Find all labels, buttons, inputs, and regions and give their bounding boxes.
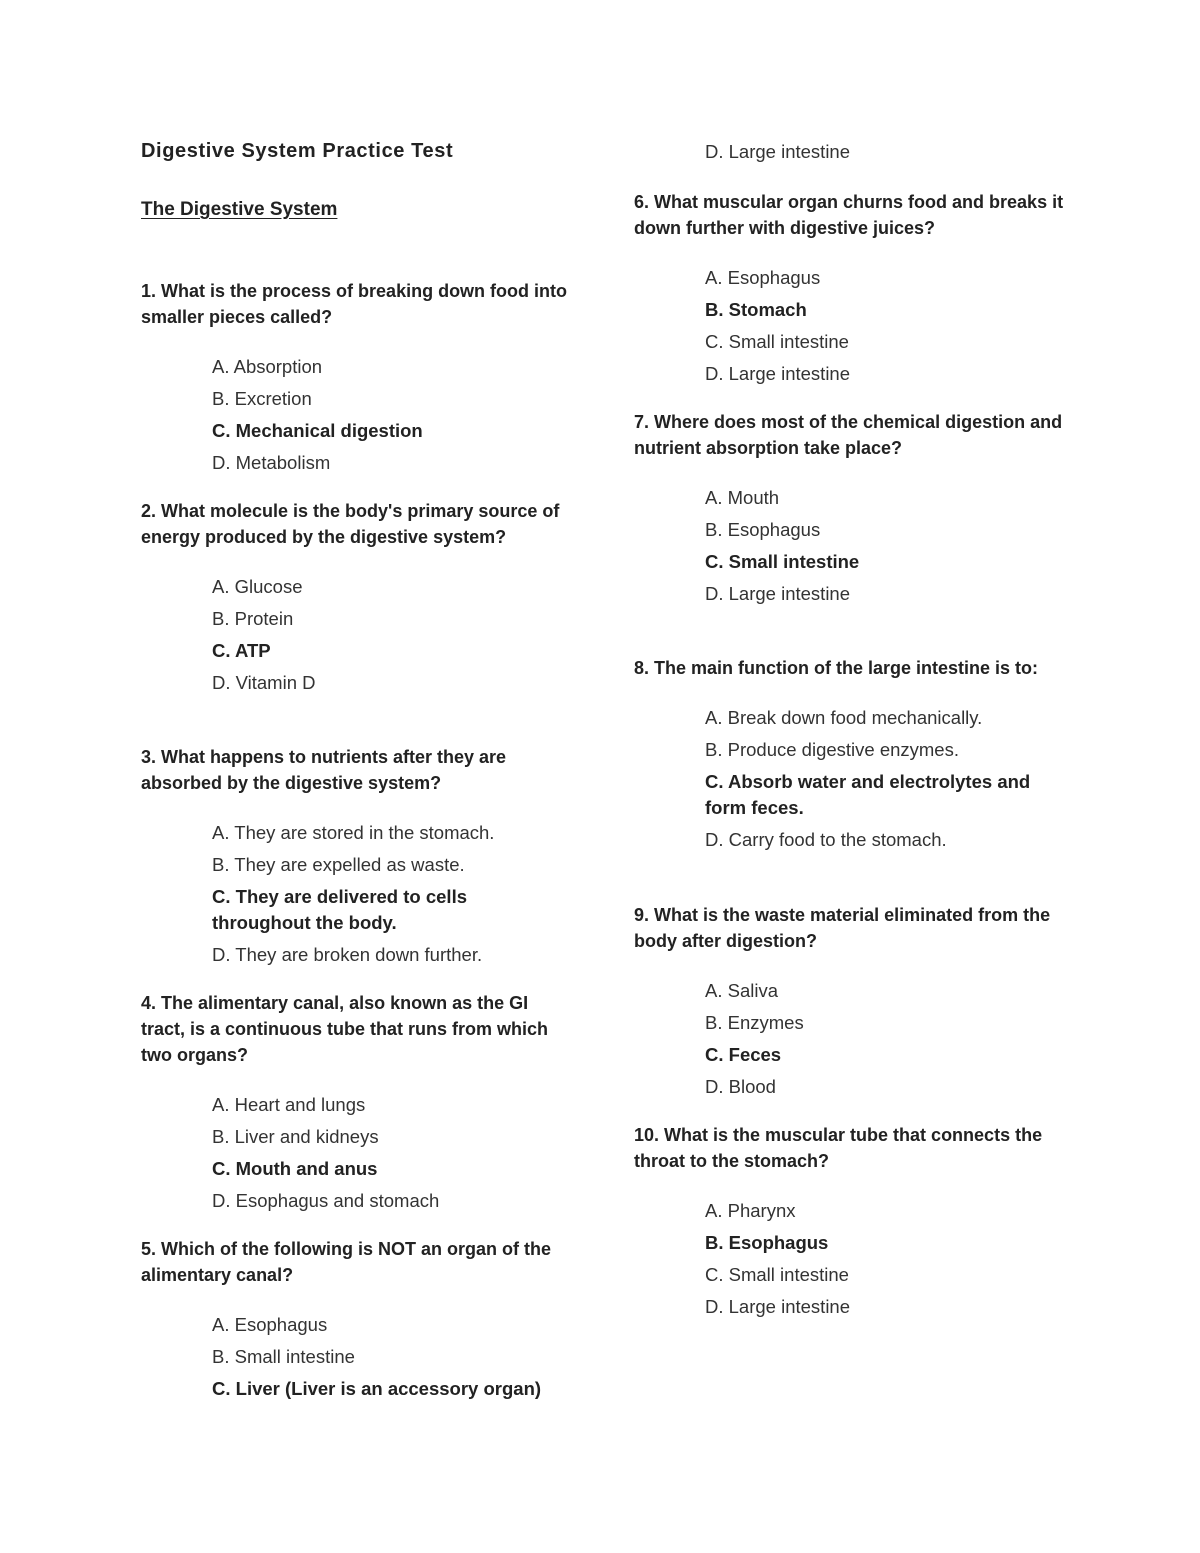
- option-c-correct: C. They are delivered to cells throughout the body.: [212, 886, 467, 933]
- option-c-correct: C. Absorb water and electrolytes and form feces.: [705, 771, 1031, 818]
- option-b: B. Enzymes: [705, 1012, 804, 1033]
- option-a: A. Heart and lungs: [212, 1094, 366, 1115]
- option-b: B. Small intestine: [212, 1346, 355, 1367]
- question-text: 3. What happens to nutrients after they are absorbed by the digestive system?: [141, 747, 507, 793]
- option-b-correct: B. Esophagus: [705, 1232, 829, 1253]
- question-text: 9. What is the waste material eliminated from the body after digestion?: [634, 905, 1051, 951]
- option-list: [634, 265, 1064, 387]
- option-a: A. Glucose: [212, 576, 303, 597]
- option-list-continued: [634, 139, 1135, 171]
- option-b: B. Produce digestive enzymes.: [705, 739, 959, 760]
- option-c: C. Small intestine: [705, 331, 849, 352]
- option-c-correct: C. Mouth and anus: [212, 1158, 378, 1179]
- option-b: B. They are expelled as waste.: [212, 854, 465, 875]
- option-c: C. Small intestine: [705, 1264, 849, 1285]
- option-a: A. Esophagus: [212, 1314, 328, 1335]
- option-list: [634, 978, 1064, 1100]
- option-b: B. Esophagus: [705, 519, 821, 540]
- option-d: D. Vitamin D: [212, 672, 316, 693]
- question-6: [634, 189, 1064, 393]
- question-10: [634, 1122, 1064, 1326]
- question-8: [634, 655, 1064, 859]
- question-text: 10. What is the muscular tube that connects the throat to the stomach?: [634, 1125, 1043, 1171]
- option-c-correct: C. ATP: [212, 640, 271, 661]
- option-list: [141, 1092, 571, 1214]
- option-d: D. Large intestine: [705, 1296, 851, 1317]
- option-d: D. Carry food to the stomach.: [705, 829, 947, 850]
- question-text: 6. What muscular organ churns food and breaks it down further with digestive juices?: [634, 192, 1064, 238]
- option-d: D. Large intestine: [705, 141, 851, 162]
- question-2: [141, 498, 571, 702]
- option-c-correct: C. Feces: [705, 1044, 782, 1065]
- option-list: [634, 485, 1064, 607]
- option-d: D. They are broken down further.: [212, 944, 483, 965]
- question-4: [141, 990, 571, 1220]
- option-d: D. Metabolism: [212, 452, 331, 473]
- document-title: Digestive System Practice Test: [141, 140, 454, 162]
- option-b: B. Protein: [212, 608, 294, 629]
- option-a: A. They are stored in the stomach.: [212, 822, 495, 843]
- option-a: A. Mouth: [705, 487, 780, 508]
- option-a: A. Esophagus: [705, 267, 821, 288]
- option-d: D. Esophagus and stomach: [212, 1190, 440, 1211]
- option-a: A. Saliva: [705, 980, 779, 1001]
- option-a: A. Pharynx: [705, 1200, 796, 1221]
- option-list: [141, 354, 571, 476]
- option-b-correct: B. Stomach: [705, 299, 807, 320]
- option-list: [634, 1198, 1064, 1320]
- option-c-correct: C. Mechanical digestion: [212, 420, 423, 441]
- option-b: B. Liver and kidneys: [212, 1126, 379, 1147]
- question-text: 8. The main function of the large intestine is to:: [634, 658, 1039, 678]
- question-text: 7. Where does most of the chemical digestion and nutrient absorption take place?: [634, 412, 1063, 458]
- option-list: [141, 820, 571, 968]
- option-a: A. Break down food mechanically.: [705, 707, 983, 728]
- question-text: 4. The alimentary canal, also known as the GI tract, is a continuous tube that runs from which two organs?: [141, 993, 549, 1065]
- question-text: 2. What molecule is the body's primary source of energy produced by the digestive system?: [141, 501, 560, 547]
- option-c-correct: C. Liver (Liver is an accessory organ): [212, 1378, 542, 1399]
- section-heading: The Digestive System: [141, 199, 338, 220]
- option-list: [141, 574, 571, 696]
- option-list: [634, 705, 1064, 853]
- option-c-correct: C. Small intestine: [705, 551, 860, 572]
- option-list: [141, 1312, 571, 1402]
- question-text: 5. Which of the following is NOT an organ of the alimentary canal?: [141, 1239, 551, 1285]
- question-1: [141, 278, 571, 482]
- option-d: D. Blood: [705, 1076, 776, 1097]
- question-5: [141, 1236, 571, 1408]
- option-a: A. Absorption: [212, 356, 323, 377]
- option-d: D. Large intestine: [705, 583, 851, 604]
- option-d: D. Large intestine: [705, 363, 851, 384]
- question-text: 1. What is the process of breaking down food into smaller pieces called?: [141, 281, 568, 327]
- question-7: [634, 409, 1064, 613]
- option-b: B. Excretion: [212, 388, 312, 409]
- question-9: [634, 902, 1064, 1106]
- question-3: [141, 744, 571, 974]
